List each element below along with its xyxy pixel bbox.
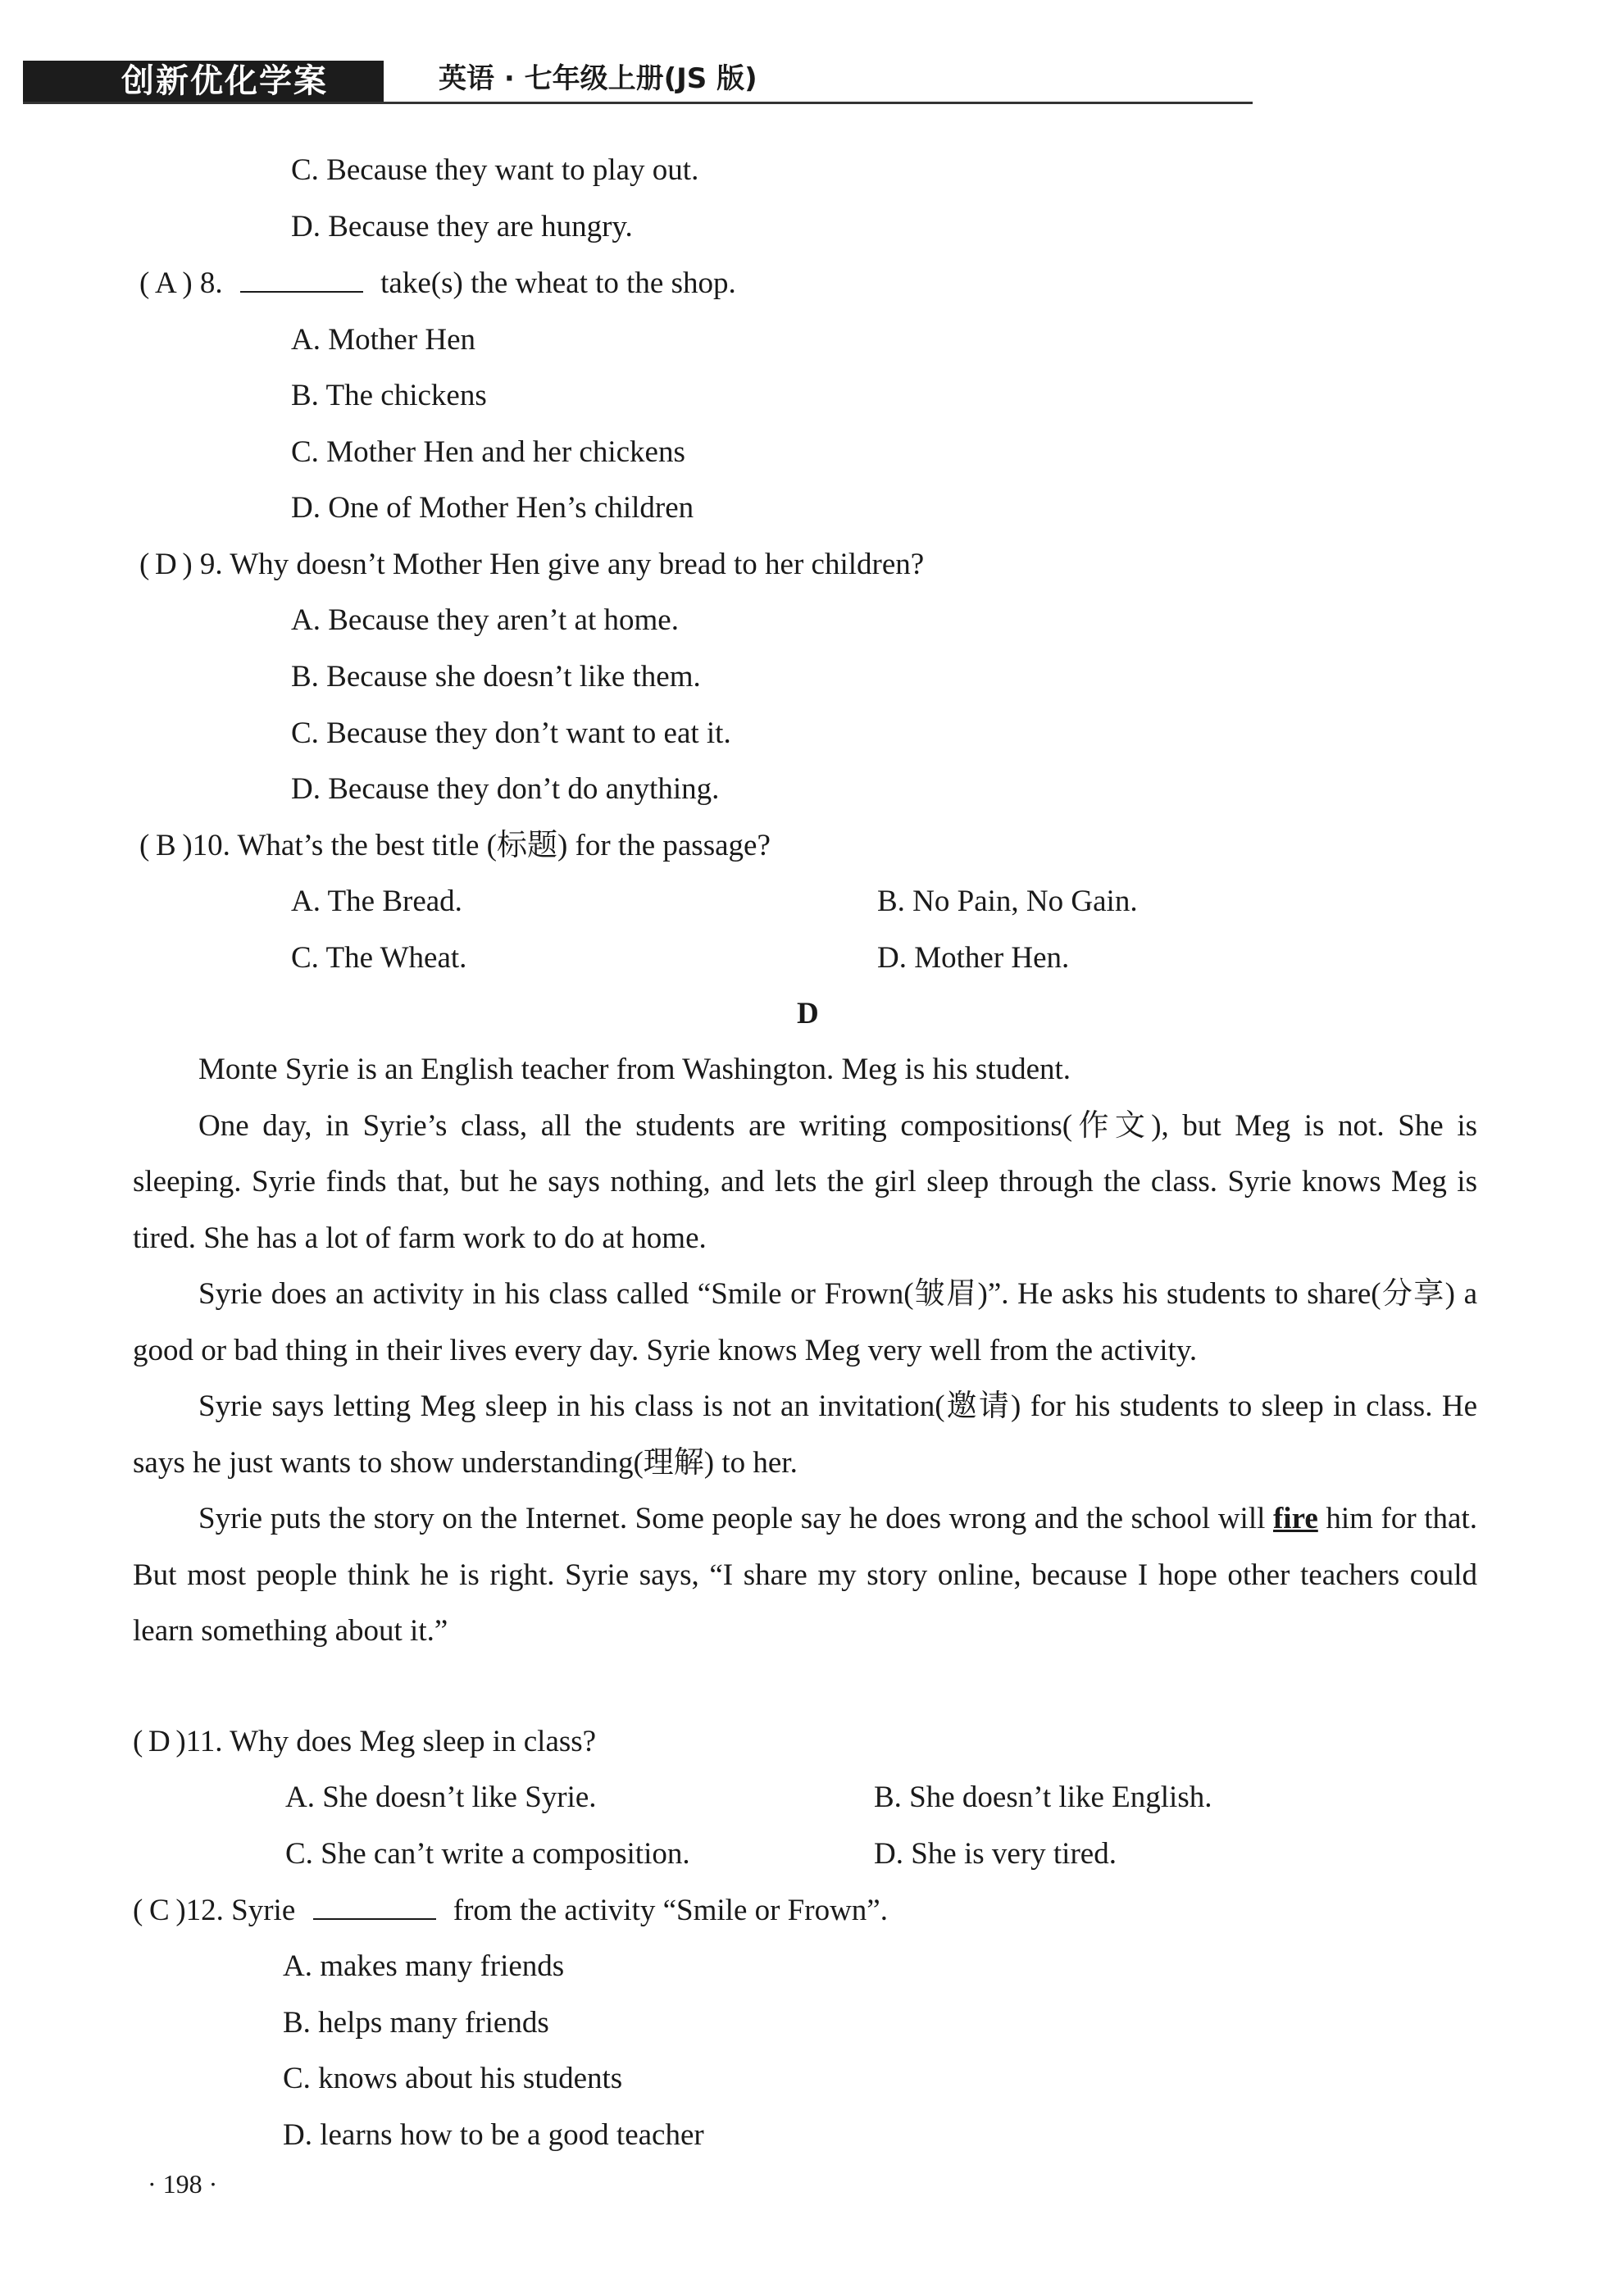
- keyword-fire: fire: [1272, 1502, 1318, 1535]
- q9-option-c: C. Because they don’t want to eat it.: [291, 716, 731, 750]
- q12-number: )12.: [175, 1894, 224, 1927]
- q8-option-a: A. Mother Hen: [291, 323, 476, 357]
- q11-stem: Why does Meg sleep in class?: [230, 1725, 597, 1758]
- passage-paragraph-4: Syrie says letting Meg sleep in his class is not an invitation(邀请) for his students to sleep in class. He says he just wants to show understanding(理解) to her.: [133, 1389, 1477, 1480]
- q11-option-a: A. She doesn’t like Syrie.: [285, 1781, 597, 1814]
- page-header: [0, 0, 1624, 115]
- passage-paragraph-2: One day, in Syrie’s class, all the students are writing compositions(作文), but Meg is not. She is sleeping. Syrie finds that, but he says nothing, and lets the girl sleep through the class. Syrie knows Meg is tired. She has a lot of farm work to do at home.: [133, 1108, 1477, 1255]
- brand-banner: 创新优化学案: [23, 61, 384, 102]
- q10-option-c: C. The Wheat.: [291, 941, 467, 975]
- paragraph-5-start: Syrie puts the story on the Internet. Some people say he does wrong and the school will: [198, 1502, 1273, 1535]
- reading-passage: [133, 1042, 1477, 1660]
- q12-option-d: D. learns how to be a good teacher: [283, 2118, 704, 2152]
- header-rule: [23, 102, 1253, 104]
- question-8: ( A ) 8. take(s) the wheat to the shop.: [139, 263, 736, 304]
- question-9: ( D ) 9. Why doesn’t Mother Hen give any bread to her children?: [139, 544, 924, 585]
- question-12: ( C )12. Syrie from the activity “Smile or Frown”.: [133, 1890, 888, 1931]
- question-10: ( B )10. What’s the best title (标题) for the passage?: [139, 825, 771, 866]
- q11-option-c: C. She can’t write a composition.: [285, 1837, 690, 1871]
- q10-option-b: B. No Pain, No Gain.: [877, 885, 1138, 918]
- q11-number: )11.: [175, 1725, 223, 1758]
- q9-option-a: A. Because they aren’t at home.: [291, 603, 679, 637]
- passage-paragraph-1: Monte Syrie is an English teacher from Washington. Meg is his student.: [198, 1053, 1071, 1086]
- q8-option-d: D. One of Mother Hen’s children: [291, 491, 694, 525]
- q10-option-d: D. Mother Hen.: [877, 941, 1070, 975]
- q10-stem: What’s the best title (标题) for the passage?: [237, 829, 771, 862]
- answer-11: D: [148, 1725, 171, 1758]
- q8-number: 8.: [199, 266, 223, 300]
- answer-blank: [313, 1894, 436, 1920]
- answer-9: D: [154, 548, 177, 581]
- q10-option-a: A. The Bread.: [291, 885, 462, 918]
- q12-stem-start: Syrie: [231, 1894, 296, 1927]
- answer-blank: [240, 266, 363, 293]
- q12-option-a: A. makes many friends: [283, 1949, 565, 1983]
- q8-stem: take(s) the wheat to the shop.: [380, 266, 736, 300]
- q9-stem: Why doesn’t Mother Hen give any bread to her children?: [230, 548, 925, 581]
- question-11: ( D )11. Why does Meg sleep in class?: [133, 1721, 596, 1762]
- q11-option-d: D. She is very tired.: [874, 1837, 1117, 1871]
- q11-option-b: B. She doesn’t like English.: [874, 1781, 1212, 1814]
- section-heading: D: [797, 997, 819, 1030]
- answer-8: A: [154, 266, 177, 300]
- q8-option-c: C. Mother Hen and her chickens: [291, 435, 685, 469]
- subject-title: 英语 · 七年级上册(JS 版): [439, 62, 757, 95]
- paragraph-5-end: him for that. But most people think he is right. Syrie says, “I share my story online, because I hope other teachers could learn something about it.”: [133, 1502, 1477, 1648]
- q10-number: )10.: [182, 829, 230, 862]
- answer-12: C: [148, 1894, 170, 1927]
- option-d: D. Because they are hungry.: [291, 210, 633, 243]
- passage-paragraph-3: Syrie does an activity in his class called “Smile or Frown(皱眉)”. He asks his students to share(分享) a good or bad thing in their lives every day. Syrie knows Meg very well from the activity.: [133, 1277, 1477, 1367]
- q12-stem-end: from the activity “Smile or Frown”.: [453, 1894, 888, 1927]
- q9-number: 9.: [199, 548, 223, 581]
- q9-option-b: B. Because she doesn’t like them.: [291, 660, 701, 694]
- passage-paragraph-5: [133, 1491, 1477, 1660]
- q12-option-b: B. helps many friends: [283, 2006, 549, 2040]
- q8-option-b: B. The chickens: [291, 379, 487, 412]
- page-number: · 198 ·: [148, 2169, 218, 2199]
- answer-10: B: [155, 829, 176, 862]
- q12-option-c: C. knows about his students: [283, 2062, 623, 2095]
- option-c: C. Because they want to play out.: [291, 153, 699, 187]
- q9-option-d: D. Because they don’t do anything.: [291, 772, 720, 806]
